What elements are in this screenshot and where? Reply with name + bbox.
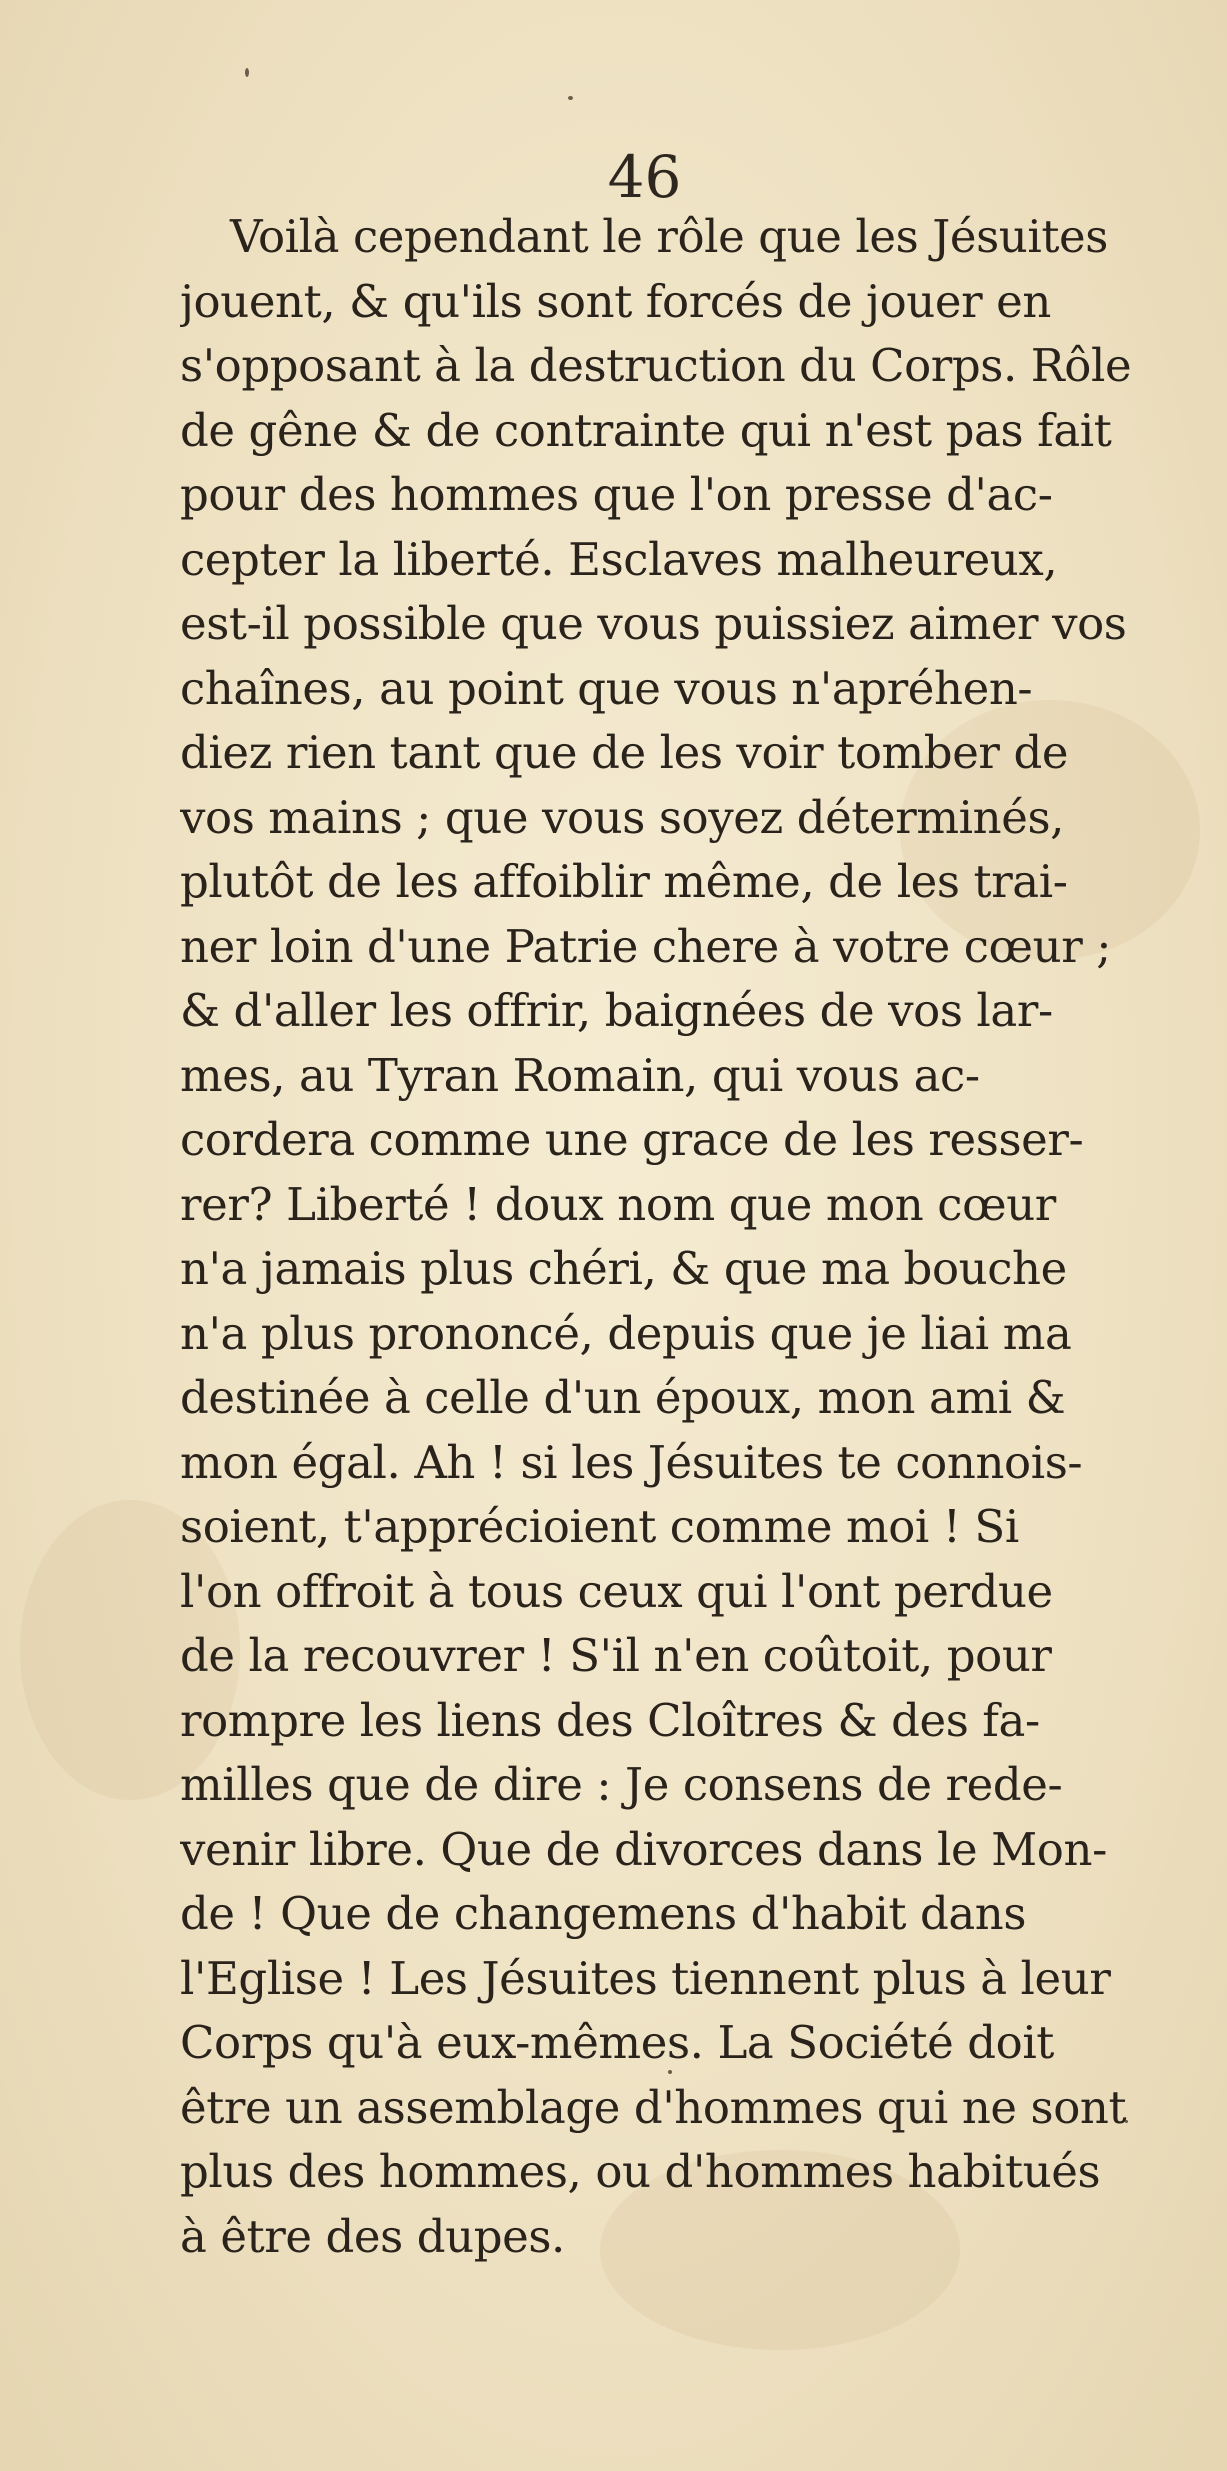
text-line: rer? Liberté ! doux nom que mon cœur [180, 1177, 1056, 1231]
paper-speck [245, 68, 249, 77]
text-line: n'a plus prononcé, depuis que je liai ma [180, 1306, 1072, 1360]
text-line: destinée à celle d'un époux, mon ami & [180, 1371, 1066, 1424]
text-line: Corps qu'à eux-mêmes. La Société doit [180, 2016, 1054, 2069]
text-line: vos mains ; que vous soyez déterminés, [180, 790, 1065, 844]
text-line: de ! Que de changemens d'habit dans [180, 1887, 1027, 1940]
text-line: de la recouvrer ! S'il n'en coûtoit, pour [180, 1629, 1052, 1682]
text-line: être un assemblage d'hommes qui ne sont [180, 2080, 1127, 2134]
text-line: l'on offroit à tous ceux qui l'ont perdue [180, 1564, 1053, 1618]
text-line: cordera comme une grace de les resser- [180, 1113, 1084, 1166]
text-line: l'Eglise ! Les Jésuites tiennent plus à leur [180, 1951, 1111, 2005]
text-line: & d'aller les offrir, baignées de vos lar- [180, 984, 1053, 1037]
text-line: jouent, & qu'ils sont forcés de jouer en [180, 274, 1051, 328]
page-number: 46 [607, 143, 682, 211]
text-line: chaînes, au point que vous n'apréhen- [180, 661, 1033, 715]
text-line: soient, t'apprécioient comme moi ! Si [180, 1500, 1019, 1553]
text-line: n'a jamais plus chéri, & que ma bouche [180, 1242, 1067, 1295]
text-line: est-il possible que vous puissiez aimer vos [180, 597, 1127, 650]
text-line: ner loin d'une Patrie chere à votre cœur ; [180, 919, 1111, 973]
text-line: de gêne & de contrainte qui n'est pas fait [180, 403, 1112, 457]
body-text [180, 205, 1180, 2269]
text-line: milles que de dire : Je consens de rede- [180, 1758, 1063, 1811]
text-line: cepter la liberté. Esclaves malheureux, [180, 532, 1058, 586]
text-line: plus des hommes, ou d'hommes habitués [180, 2145, 1101, 2198]
text-line: plutôt de les affoiblir même, de les trai- [180, 855, 1068, 908]
text-line: s'opposant à la destruction du Corps. Rôle [180, 339, 1132, 392]
text-line: rompre les liens des Cloîtres & des fa- [180, 1693, 1040, 1747]
text-line: à être des dupes. [180, 2209, 565, 2263]
paper-speck [568, 96, 573, 100]
text-line: venir libre. Que de divorces dans le Mon- [180, 1822, 1107, 1876]
text-line: diez rien tant que de les voir tomber de [180, 726, 1069, 779]
text-line: Voilà cependant le rôle que les Jésuites [230, 210, 1108, 263]
text-line: pour des hommes que l'on presse d'ac- [180, 468, 1053, 521]
text-line: mon égal. Ah ! si les Jésuites te connois- [180, 1435, 1083, 1489]
text-line: mes, au Tyran Romain, qui vous ac- [180, 1048, 980, 1102]
